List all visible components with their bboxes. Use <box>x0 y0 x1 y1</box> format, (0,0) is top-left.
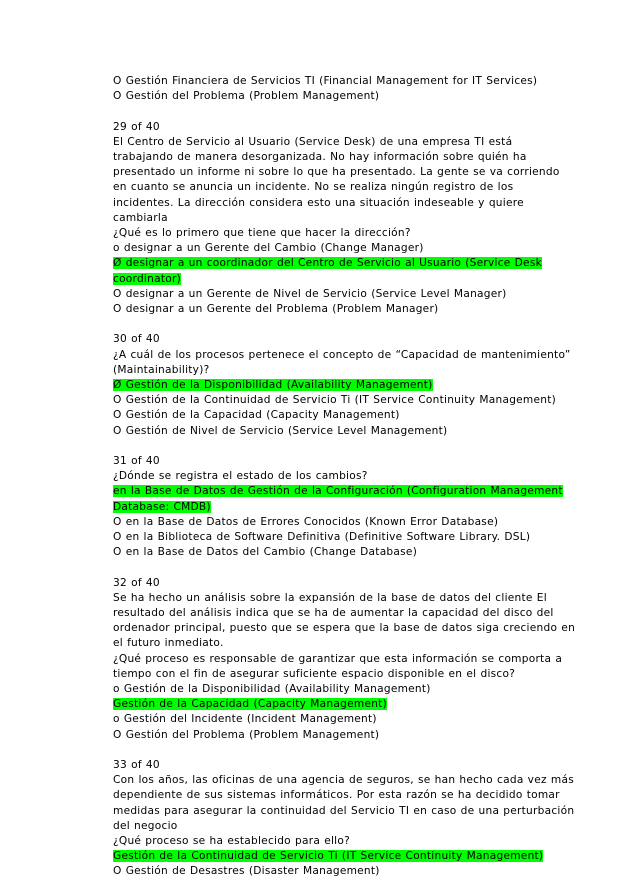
line-text: ¿Qué es lo primero que tiene que hacer la dirección? <box>113 227 411 240</box>
text-line <box>113 150 553 165</box>
line-text: O Gestión de la Continuidad de Servicio Ti (IT Service Continuity Management) <box>113 394 557 407</box>
question-block <box>113 332 571 438</box>
block-spacer <box>113 560 553 575</box>
highlighted-answer-line <box>113 484 563 499</box>
text-line <box>113 819 553 834</box>
text-line <box>113 74 553 89</box>
text-line <box>113 287 553 302</box>
text-line <box>113 211 553 226</box>
text-line <box>113 788 560 803</box>
line-text: 31 of 40 <box>113 455 160 468</box>
block-spacer <box>113 743 553 758</box>
line-text: Gestión de la Continuidad de Servicio Ti (IT Service Continuity Management) <box>113 850 544 863</box>
text-line <box>113 393 557 408</box>
line-text: del negocio <box>113 819 178 832</box>
line-text: Database: CMDB) <box>113 500 211 513</box>
line-text: Ø Gestión de la Disponibilidad (Availability Management) <box>113 379 433 392</box>
text-line <box>113 454 553 469</box>
text-line <box>113 302 553 317</box>
text-line <box>113 348 571 363</box>
text-line <box>113 120 553 135</box>
text-line <box>113 682 553 697</box>
line-text: 29 of 40 <box>113 120 160 133</box>
line-text: ¿Dónde se registra el estado de los cambios? <box>113 470 368 483</box>
line-text: dependiente de sus sistemas informáticos. Por esta razón se ha decidido tomar <box>113 789 560 802</box>
line-text: resultado del análisis indica que se ha de aumentar la capacidad del disco del <box>113 607 554 620</box>
line-text: cambiarla <box>113 211 168 224</box>
line-text: O Gestión Financiera de Servicios TI (Financial Management for IT Services) <box>113 75 538 87</box>
line-text: Ø designar a un coordinador del Centro de Servicio al Usuario (Service Desk <box>113 257 542 270</box>
line-text: tiempo con el fin de asegurar suficiente espacio disponible en el disco? <box>113 667 516 680</box>
text-line <box>113 165 560 180</box>
line-text: o Gestión del Incidente (Incident Management) <box>113 713 377 726</box>
block-spacer <box>113 104 553 119</box>
line-text: (Maintainability)? <box>113 363 210 376</box>
text-line <box>113 758 553 773</box>
highlighted-answer-line <box>113 378 553 393</box>
text-line <box>113 728 553 743</box>
highlighted-answer-line <box>113 500 553 515</box>
block-spacer <box>113 439 553 454</box>
text-line <box>113 135 553 150</box>
line-text: O en la Base de Datos de Errores Conocidos (Known Error Database) <box>113 515 499 528</box>
text-line <box>113 196 553 211</box>
line-text: el futuro inmediato. <box>113 637 224 650</box>
question-block <box>113 758 575 880</box>
highlighted-answer-line <box>113 849 553 864</box>
line-text: en la Base de Datos de Gestión de la Configuración (Configuration Management <box>113 485 563 498</box>
text-line <box>113 621 576 636</box>
text-line <box>113 424 553 439</box>
line-text: O Gestión de la Capacidad (Capacity Management) <box>113 409 400 422</box>
line-text: O Gestión de Desastres (Disaster Management) <box>113 865 380 878</box>
question-block <box>113 454 563 560</box>
text-line <box>113 530 553 545</box>
line-text: O en la Base de Datos del Cambio (Change Database) <box>113 546 418 559</box>
text-line <box>113 773 574 788</box>
block-spacer <box>113 317 553 332</box>
line-text: O designar a un Gerente de Nivel de Servicio (Service Level Manager) <box>113 287 507 300</box>
line-text: 32 of 40 <box>113 576 160 589</box>
line-text: ordenador principal, puesto que se espera que la base de datos siga creciendo en <box>113 622 576 635</box>
text-line <box>113 606 553 621</box>
text-line <box>113 363 553 378</box>
line-text: coordinator) <box>113 272 181 285</box>
text-line <box>113 667 553 682</box>
line-text: ¿Qué proceso se ha establecido para ello? <box>113 835 350 848</box>
text-line <box>113 652 563 667</box>
text-line <box>113 89 553 104</box>
line-text: El Centro de Servicio al Usuario (Service Desk) de una empresa TI está <box>113 135 513 148</box>
line-text: trabajando de manera desorganizada. No hay información sobre quién ha <box>113 151 527 163</box>
text-line <box>113 180 553 195</box>
text-line <box>113 241 553 256</box>
text-line <box>113 834 553 849</box>
text-line <box>113 515 553 530</box>
line-text: o designar a un Gerente del Cambio (Change Manager) <box>113 242 424 255</box>
text-line <box>113 408 553 423</box>
highlighted-answer-line <box>113 256 553 271</box>
line-text: O Gestión del Problema (Problem Management) <box>113 90 380 103</box>
line-text: incidentes. La dirección considera esto una situación indeseable y quiere <box>113 196 524 209</box>
line-text: 33 of 40 <box>113 759 160 772</box>
line-text: en cuanto se anuncia un incidente. No se realiza ningún registro de los <box>113 181 514 194</box>
document-body <box>113 74 576 880</box>
line-text: O Gestión de Nivel de Servicio (Service Level Management) <box>113 424 448 437</box>
line-text: Se ha hecho un análisis sobre la expansión de la base de datos del cliente El <box>113 591 547 604</box>
line-text: 30 of 40 <box>113 333 160 346</box>
text-line <box>113 332 553 347</box>
line-text: o Gestión de la Disponibilidad (Availability Management) <box>113 683 431 696</box>
line-text: presentado un informe ni sobre lo que ha presentado. La gente se va corriendo <box>113 166 560 179</box>
line-text: ¿Qué proceso es responsable de garantizar que esta información se comporta a <box>113 652 563 665</box>
text-line <box>113 804 575 819</box>
text-line <box>113 469 553 484</box>
line-text: Con los años, las oficinas de una agencia de seguros, se han hecho cada vez más <box>113 774 574 787</box>
highlighted-answer-line <box>113 272 553 287</box>
line-text: medidas para asegurar la continuidad del Servicio TI en caso de una perturbación <box>113 804 575 817</box>
line-text: O designar a un Gerente del Problema (Problem Manager) <box>113 303 439 316</box>
text-line <box>113 864 553 879</box>
text-line <box>113 545 553 560</box>
line-text: O en la Biblioteca de Software Definitiva (Definitive Software Library. DSL) <box>113 531 531 544</box>
text-line <box>113 226 553 241</box>
line-text: ¿A cuál de los procesos pertenece el concepto de “Capacidad de mantenimiento” <box>113 348 571 361</box>
text-line <box>113 576 553 591</box>
highlighted-answer-line <box>113 697 553 712</box>
line-text: Gestión de la Capacidad (Capacity Management) <box>113 698 387 711</box>
question-block <box>113 120 560 318</box>
text-line <box>113 712 553 727</box>
line-text: O Gestión del Problema (Problem Management) <box>113 728 380 741</box>
text-line <box>113 591 553 606</box>
text-line <box>113 636 553 651</box>
answer-options-continued <box>113 74 553 104</box>
question-block <box>113 576 576 743</box>
